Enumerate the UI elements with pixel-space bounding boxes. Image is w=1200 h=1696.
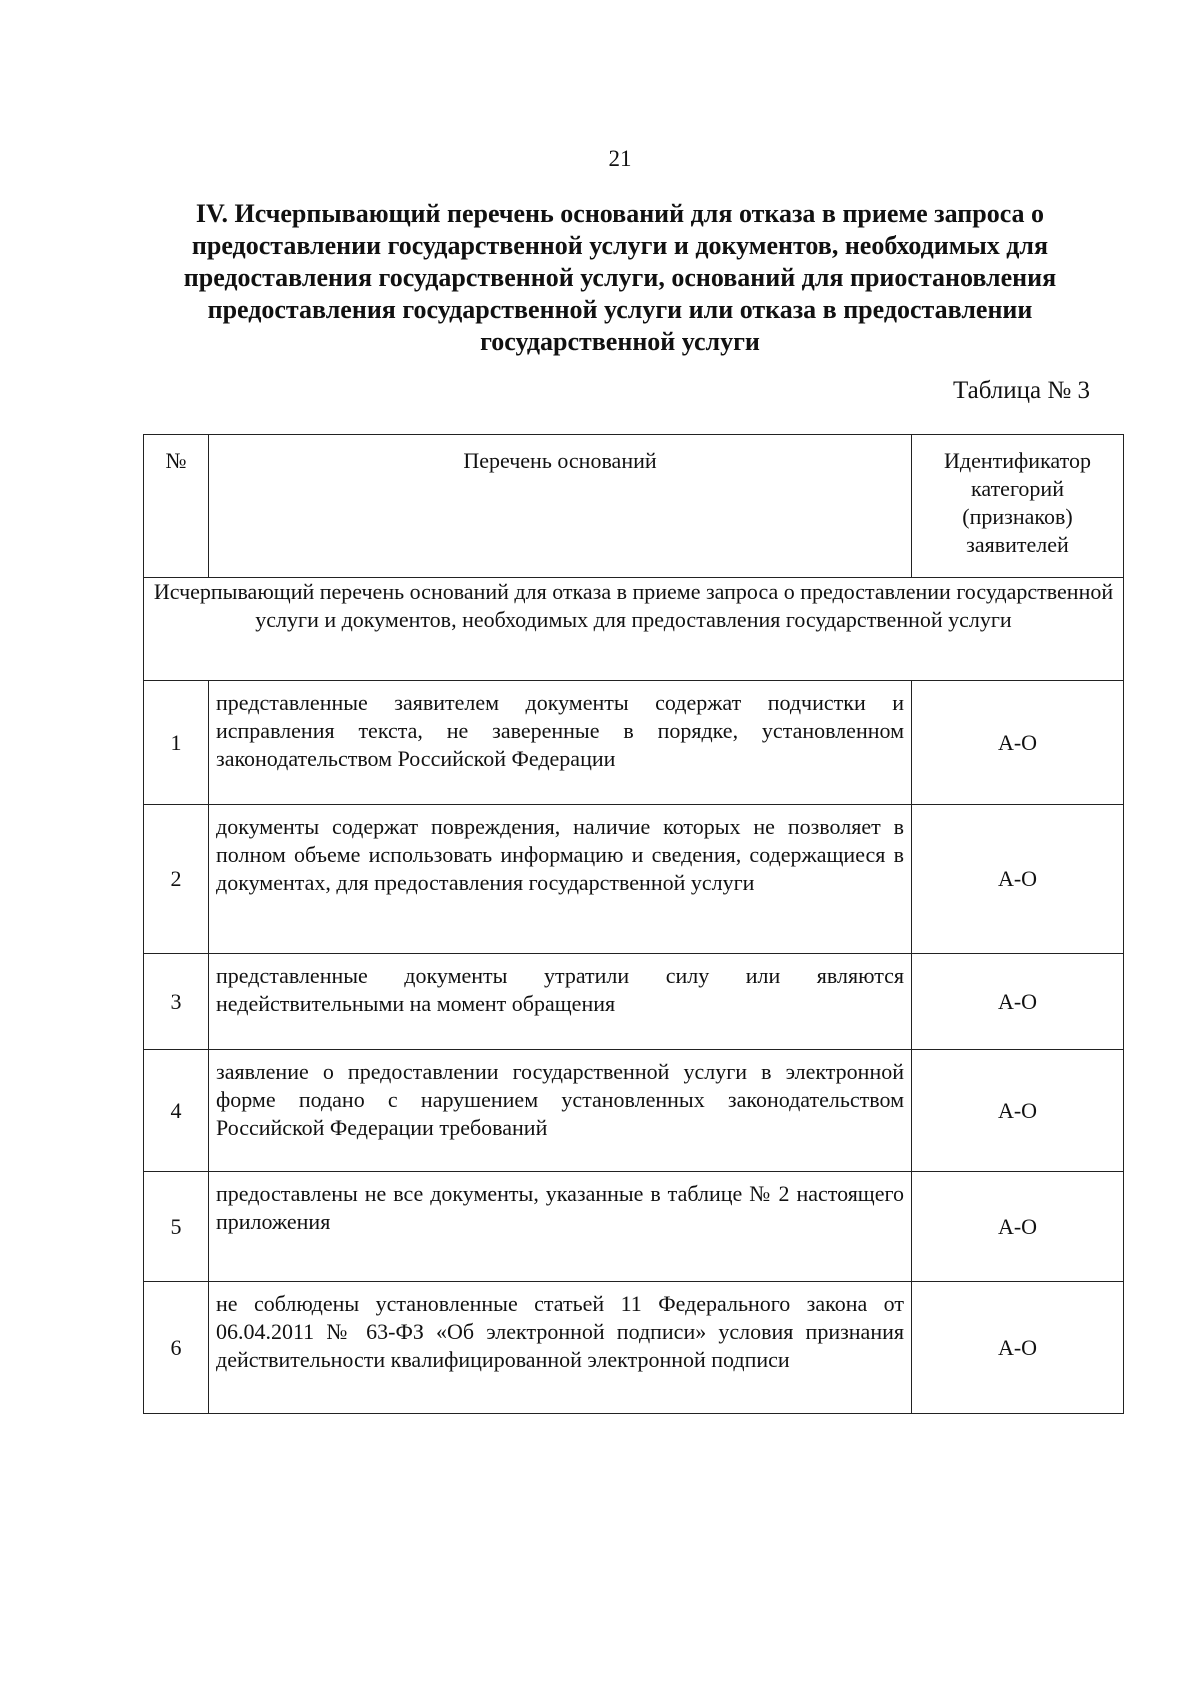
grounds-table bbox=[143, 434, 1124, 1414]
table-caption: Таблица № 3 bbox=[952, 377, 1090, 404]
row-reason-text: представленные заявителем документы содержат подчистки и исправления текста, не заверенные в порядке, установленном законодательством Российской Федерации bbox=[216, 690, 904, 771]
page-number: 21 bbox=[608, 146, 632, 171]
row-identifier: А-О bbox=[912, 1172, 1124, 1282]
table-subheader-row bbox=[144, 578, 1124, 681]
row-identifier: А-О bbox=[912, 681, 1124, 805]
section-title: IV. Исчерпывающий перечень оснований для отказа в приеме запроса о предоставлении государственной услуги и документов, необходимых для предоставления государственной услуги, оснований для приостановления предоставления государственной услуги или отказа в предоставлении государственной услуги bbox=[183, 199, 1057, 356]
row-reason-text: документы содержат повреждения, наличие которых не позволяет в полном объеме использовать информацию и сведения, содержащиеся в документах, для предоставления государственной услуги bbox=[216, 814, 904, 895]
table-header-row bbox=[144, 435, 1124, 578]
table-row bbox=[144, 1282, 1124, 1414]
row-reason-text: представленные документы утратили силу или являются недействительными на момент обращения bbox=[216, 963, 904, 1016]
header-num: № bbox=[144, 435, 209, 578]
table-row bbox=[144, 954, 1124, 1050]
row-num: 5 bbox=[144, 1172, 209, 1282]
row-identifier: А-О bbox=[912, 805, 1124, 954]
row-num: 2 bbox=[144, 805, 209, 954]
row-identifier: А-О bbox=[912, 954, 1124, 1050]
table-row bbox=[144, 1172, 1124, 1282]
row-reason-text: предоставлены не все документы, указанные в таблице № 2 настоящего приложения bbox=[216, 1181, 904, 1234]
row-reason-text: не соблюдены установленные статьей 11 Федерального закона от 06.04.2011 № 63-ФЗ «Об электронной подписи» условия признания действительности квалифицированной электронной подписи bbox=[216, 1291, 904, 1372]
row-reason bbox=[209, 1282, 912, 1414]
row-reason bbox=[209, 1172, 912, 1282]
table-subheader: Исчерпывающий перечень оснований для отказа в приеме запроса о предоставлении государственной услуги и документов, необходимых для предоставления государственной услуги bbox=[144, 578, 1124, 681]
table-row bbox=[144, 805, 1124, 954]
row-reason bbox=[209, 681, 912, 805]
row-reason bbox=[209, 954, 912, 1050]
row-num: 3 bbox=[144, 954, 209, 1050]
row-identifier: А-О bbox=[912, 1282, 1124, 1414]
row-reason-text: заявление о предоставлении государственной услуги в электронной форме подано с нарушением установленных законодательством Российской Федерации требований bbox=[216, 1059, 904, 1140]
row-num: 1 bbox=[144, 681, 209, 805]
table-row bbox=[144, 681, 1124, 805]
row-reason bbox=[209, 1050, 912, 1172]
row-num: 6 bbox=[144, 1282, 209, 1414]
header-identifier: Идентификатор категорий (признаков) заявителей bbox=[912, 435, 1124, 578]
row-num: 4 bbox=[144, 1050, 209, 1172]
row-reason bbox=[209, 805, 912, 954]
row-identifier: А-О bbox=[912, 1050, 1124, 1172]
table-row bbox=[144, 1050, 1124, 1172]
header-reason: Перечень оснований bbox=[209, 435, 912, 578]
